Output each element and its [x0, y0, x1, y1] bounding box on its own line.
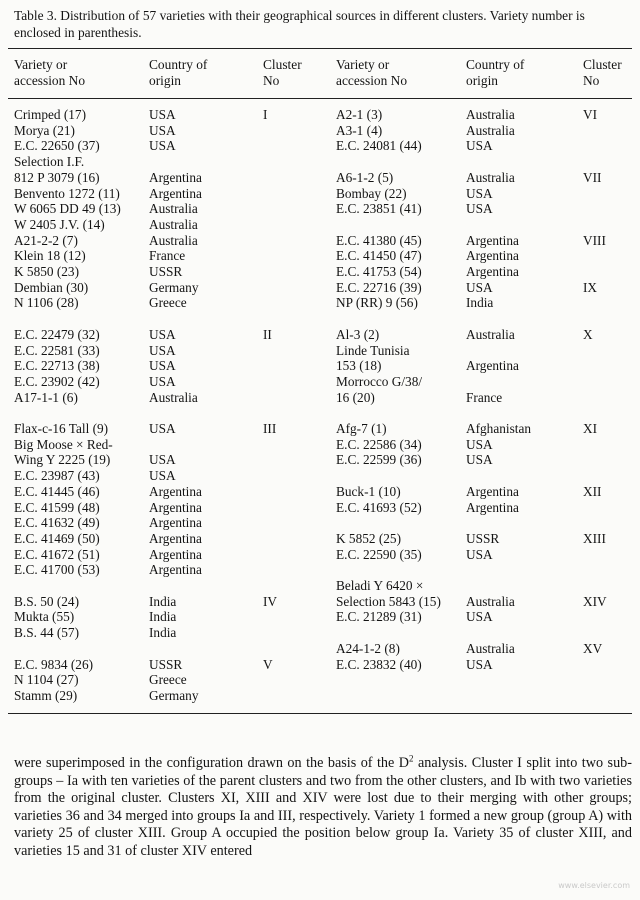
left-country-cell: Australia	[149, 389, 198, 405]
left-variety-cell: 812 P 3079 (16)	[14, 169, 100, 185]
right-country-cell: Argentina	[466, 248, 519, 264]
left-country-cell: USA	[149, 107, 176, 122]
left-country-cell: Argentina	[149, 499, 202, 515]
left-variety-cell: E.C. 22650 (37)	[14, 138, 100, 154]
header-country-right	[466, 57, 524, 89]
left-variety-cell: B.S. 44 (57)	[14, 625, 80, 641]
left-variety-cell: Morya (21)	[14, 122, 75, 138]
right-cluster-cell: XIV	[583, 593, 607, 609]
left-variety-cell: E.C. 22713 (38)	[14, 358, 100, 374]
header-variety-left	[14, 57, 85, 89]
left-country-cell: USA	[149, 358, 176, 374]
right-cluster-cell: XI	[583, 421, 598, 436]
right-cluster-cell: VII	[583, 169, 602, 185]
left-variety-cell: E.C. 9834 (26)	[14, 656, 94, 672]
body-text-part: analysis. Cluster I split into two sub-groups – Ia with ten varieties of the parent clusters and two from the other clusters, and Ib with two varieties from the original cluster. Clusters XI, XIII and XIV were lost due to their merging with other groups; varieties 36 and 34 merged into groups Ia and III, respectively. Variety 1 formed a new group (group A) with variety 25 of cluster XIII. Group A occupied the position below group Ia. Variety 35 of cluster XIII, and varieties 15 and 31 of cluster XIV entered	[14, 755, 632, 859]
table-caption: Table 3. Distribution of 57 varieties with their geographical sources in different clusters. Variety number is enclosed in parenthesis.	[14, 8, 585, 40]
right-variety-cell: A6-1-2 (5)	[336, 169, 394, 185]
right-country-cell: USA	[466, 656, 493, 672]
right-cluster-cell: XIII	[583, 530, 606, 546]
right-country-cell: Australia	[466, 326, 515, 342]
right-country-cell: USA	[466, 436, 493, 452]
right-variety-cell: E.C. 41753 (54)	[336, 264, 422, 279]
right-cluster-cell: XII	[583, 483, 602, 499]
right-cluster-cell: VIII	[583, 232, 606, 248]
right-country-cell: USA	[466, 452, 493, 468]
right-variety-cell: A24-1-2 (8)	[336, 640, 400, 656]
right-variety-cell: E.C. 41380 (45)	[336, 232, 422, 248]
header-line: Variety or	[14, 57, 68, 72]
header-cluster-left	[263, 57, 302, 89]
right-country-cell: Australia	[466, 107, 515, 122]
right-country-cell: Australia	[466, 122, 515, 138]
left-country-cell: Australia	[149, 201, 198, 217]
header-line: origin	[149, 73, 181, 88]
left-variety-cell: E.C. 22581 (33)	[14, 342, 100, 358]
header-line: accession No	[14, 73, 86, 88]
left-country-cell: USA	[149, 468, 176, 484]
right-country-cell: India	[466, 295, 494, 311]
left-country-cell: India	[149, 593, 177, 609]
right-country-cell: USA	[466, 201, 493, 217]
right-cluster-cell: X	[583, 326, 593, 342]
right-country-cell: France	[466, 389, 503, 405]
header-line: Country of	[466, 57, 525, 72]
left-cluster-cell: III	[263, 421, 277, 436]
left-country-cell: Argentina	[149, 515, 202, 531]
left-variety-cell: Flax-c-16 Tall (9)	[14, 421, 109, 436]
left-country-cell: USA	[149, 342, 176, 358]
header-line: Cluster	[583, 57, 622, 72]
body-paragraph	[14, 755, 632, 861]
left-country-cell: USA	[149, 326, 176, 342]
left-country-cell: Greece	[149, 672, 187, 688]
left-country-cell: India	[149, 625, 177, 641]
right-country-cell: USA	[466, 279, 493, 295]
left-country-cell: Germany	[149, 279, 199, 295]
left-variety-cell: Benvento 1272 (11)	[14, 185, 120, 201]
right-variety-cell: Buck-1 (10)	[336, 483, 401, 499]
right-country-cell: Afghanistan	[466, 421, 531, 436]
right-country-cell: Argentina	[466, 358, 519, 374]
left-cluster-cell: I	[263, 107, 268, 122]
left-variety-cell: Klein 18 (12)	[14, 248, 86, 264]
right-variety-cell: 16 (20)	[336, 389, 375, 405]
right-country-cell: Australia	[466, 593, 515, 609]
right-variety-cell: E.C. 22599 (36)	[336, 452, 422, 468]
table-body	[0, 104, 640, 709]
header-line: No	[583, 73, 600, 88]
left-country-cell: USA	[149, 138, 176, 154]
header-line: accession No	[336, 73, 408, 88]
left-country-cell: USSR	[149, 264, 183, 279]
right-variety-cell: E.C. 22586 (34)	[336, 436, 422, 452]
right-variety-cell: Selection 5843 (15)	[336, 593, 441, 609]
right-country-cell: Argentina	[466, 483, 519, 499]
left-variety-cell: Wing Y 2225 (19)	[14, 452, 111, 468]
table-top-rule	[8, 48, 632, 49]
left-country-cell: Argentina	[149, 562, 202, 578]
left-variety-cell: Mukta (55)	[14, 609, 75, 625]
left-variety-cell: E.C. 22479 (32)	[14, 326, 100, 342]
table-header-rule	[8, 98, 632, 99]
right-country-cell: USSR	[466, 530, 500, 546]
left-country-cell: Australia	[149, 216, 198, 232]
right-variety-cell: E.C. 23851 (41)	[336, 201, 422, 217]
header-line: Cluster	[263, 57, 302, 72]
right-variety-cell: E.C. 22716 (39)	[336, 279, 422, 295]
header-line: origin	[466, 73, 498, 88]
left-cluster-cell: V	[263, 656, 273, 672]
left-country-cell: USA	[149, 421, 176, 436]
left-variety-cell: E.C. 41632 (49)	[14, 515, 100, 531]
left-country-cell: Argentina	[149, 546, 202, 562]
right-variety-cell: Bombay (22)	[336, 185, 407, 201]
header-line: Variety or	[336, 57, 390, 72]
left-cluster-cell: II	[263, 326, 272, 342]
right-variety-cell: K 5852 (25)	[336, 530, 401, 546]
right-variety-cell: 153 (18)	[336, 358, 382, 374]
left-country-cell: Australia	[149, 232, 198, 248]
left-variety-cell: A17-1-1 (6)	[14, 389, 78, 405]
right-country-cell: USA	[466, 138, 493, 154]
table-bottom-rule	[8, 713, 632, 714]
header-cluster-right	[583, 57, 622, 89]
left-variety-cell: E.C. 41700 (53)	[14, 562, 100, 578]
header-variety-right	[336, 57, 407, 89]
left-variety-cell: B.S. 50 (24)	[14, 593, 80, 609]
left-country-cell: Greece	[149, 295, 187, 311]
left-country-cell: USA	[149, 122, 176, 138]
right-variety-cell: E.C. 22590 (35)	[336, 546, 422, 562]
right-country-cell: Argentina	[466, 232, 519, 248]
left-country-cell: USSR	[149, 656, 183, 672]
header-line: Country of	[149, 57, 208, 72]
left-variety-cell: W 6065 DD 49 (13)	[14, 201, 121, 217]
left-country-cell: Argentina	[149, 169, 202, 185]
left-variety-cell: Big Moose × Red-	[14, 436, 113, 452]
left-variety-cell: W 2405 J.V. (14)	[14, 216, 105, 232]
header-country-left	[149, 57, 207, 89]
right-variety-cell: A3-1 (4)	[336, 122, 383, 138]
right-variety-cell: Afg-7 (1)	[336, 421, 387, 436]
left-variety-cell: Crimped (17)	[14, 107, 87, 122]
right-cluster-cell: XV	[583, 640, 603, 656]
right-variety-cell: E.C. 24081 (44)	[336, 138, 422, 154]
left-variety-cell: E.C. 41599 (48)	[14, 499, 100, 515]
right-variety-cell: A2-1 (3)	[336, 107, 383, 122]
superscript: 2	[409, 753, 414, 764]
right-country-cell: Australia	[466, 169, 515, 185]
left-variety-cell: E.C. 23987 (43)	[14, 468, 100, 484]
left-variety-cell: A21-2-2 (7)	[14, 232, 78, 248]
left-variety-cell: Dembian (30)	[14, 279, 89, 295]
right-variety-cell: Morrocco G/38/	[336, 373, 423, 389]
left-variety-cell: Selection I.F.	[14, 154, 85, 170]
right-variety-cell: Linde Tunisia	[336, 342, 410, 358]
right-country-cell: Argentina	[466, 264, 519, 279]
left-country-cell: USA	[149, 373, 176, 389]
right-country-cell: USA	[466, 609, 493, 625]
right-variety-cell: E.C. 21289 (31)	[336, 609, 422, 625]
left-country-cell: France	[149, 248, 186, 264]
right-variety-cell: NP (RR) 9 (56)	[336, 295, 418, 311]
right-country-cell: USA	[466, 546, 493, 562]
right-variety-cell: Beladi Y 6420 ×	[336, 578, 424, 593]
left-variety-cell: E.C. 41672 (51)	[14, 546, 100, 562]
right-cluster-cell: VI	[583, 107, 598, 122]
right-variety-cell: E.C. 41693 (52)	[336, 499, 422, 515]
left-country-cell: Germany	[149, 687, 199, 703]
right-variety-cell: E.C. 41450 (47)	[336, 248, 422, 264]
right-country-cell: Australia	[466, 640, 515, 656]
left-variety-cell: Stamm (29)	[14, 687, 78, 703]
left-variety-cell: N 1104 (27)	[14, 672, 79, 688]
left-country-cell: Argentina	[149, 530, 202, 546]
left-country-cell: Argentina	[149, 185, 202, 201]
left-variety-cell: K 5850 (23)	[14, 264, 79, 279]
left-variety-cell: N 1106 (28)	[14, 295, 79, 311]
header-line: No	[263, 73, 280, 88]
body-text-part: were superimposed in the configuration drawn on the basis of the D	[14, 755, 410, 771]
right-variety-cell: E.C. 23832 (40)	[336, 656, 422, 672]
right-variety-cell: Al-3 (2)	[336, 326, 380, 342]
left-country-cell: India	[149, 609, 177, 625]
left-variety-cell: E.C. 41445 (46)	[14, 483, 100, 499]
left-cluster-cell: IV	[263, 593, 278, 609]
left-variety-cell: E.C. 41469 (50)	[14, 530, 100, 546]
left-country-cell: Argentina	[149, 483, 202, 499]
right-country-cell: Argentina	[466, 499, 519, 515]
watermark: www.elsevier.com	[558, 881, 630, 890]
left-variety-cell: E.C. 23902 (42)	[14, 373, 100, 389]
right-cluster-cell: IX	[583, 279, 598, 295]
left-country-cell: USA	[149, 452, 176, 468]
right-country-cell: USA	[466, 185, 493, 201]
